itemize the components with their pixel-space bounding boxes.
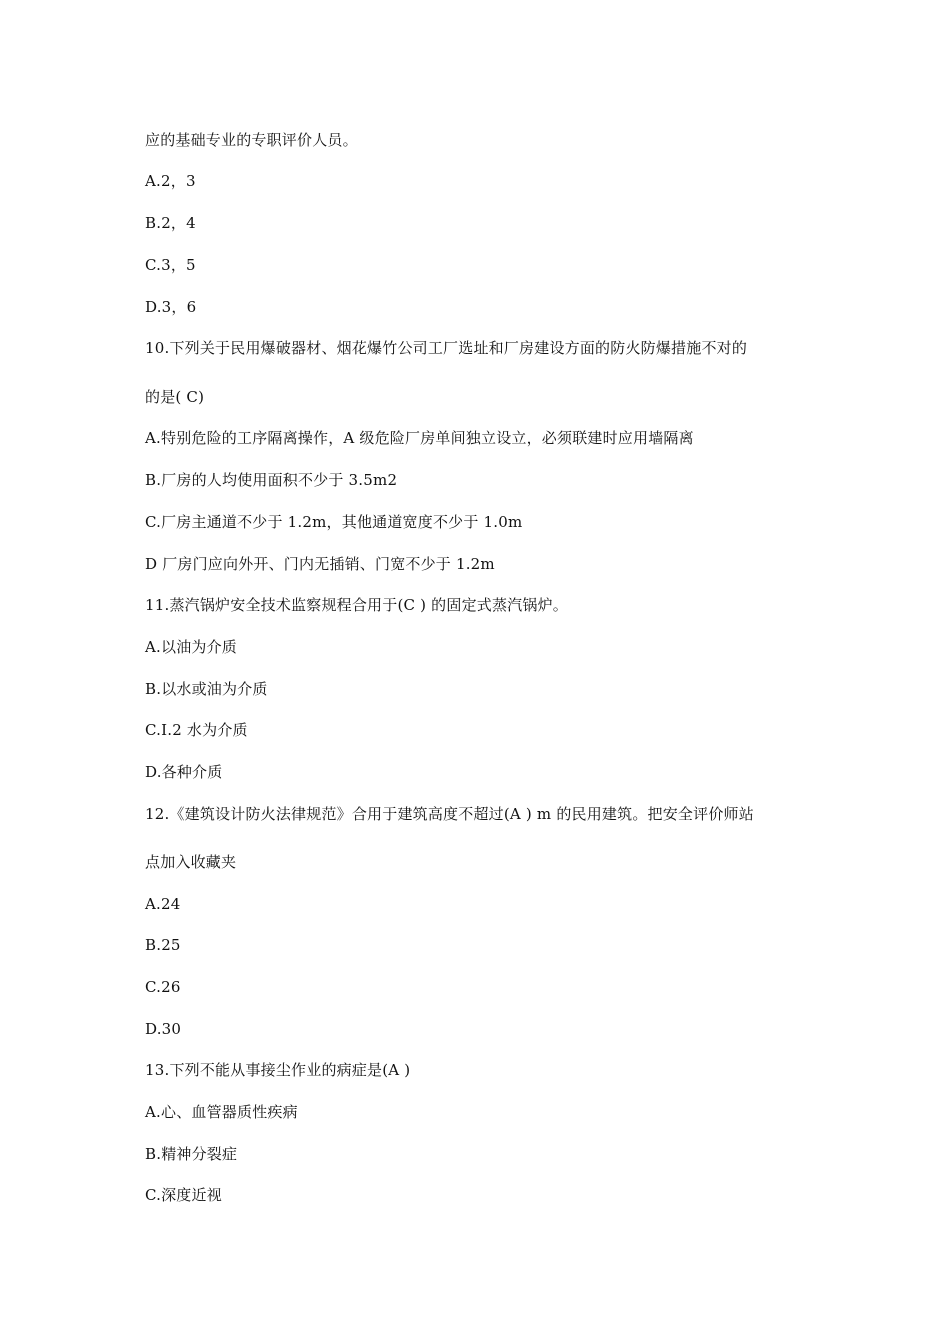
question-12-text-cont: 点加入收藏夹: [145, 853, 237, 871]
q11-option-a: A.以油为介质: [145, 638, 238, 656]
question-10-text: 10.下列关于民用爆破器材、烟花爆竹公司工厂选址和厂房建设方面的防火防爆措施不对的: [145, 339, 748, 357]
q10-option-b: B.厂房的人均使用面积不少于 3.5m2: [145, 471, 398, 489]
q10-option-a: A.特别危险的工序隔离操作，A 级危险厂房单间独立设立，必须联建时应用墙隔离: [145, 429, 694, 447]
q10-option-d: D 厂房门应向外开、门内无插销、门宽不少于 1.2m: [145, 555, 495, 573]
question-9-continuation: 应的基础专业的专职评价人员。: [145, 131, 358, 149]
q9-option-d: D.3，6: [145, 298, 197, 316]
q12-option-b: B.25: [145, 936, 181, 954]
q12-option-c: C.26: [145, 978, 181, 996]
q12-option-a: A.24: [145, 895, 181, 913]
q12-option-d: D.30: [145, 1020, 182, 1038]
question-12-text: 12.《建筑设计防火法律规范》合用于建筑高度不超过(A ) m 的民用建筑。把安全评价师站: [145, 805, 754, 823]
q11-option-b: B.以水或油为介质: [145, 680, 268, 698]
q13-option-a: A.心、血管器质性疾病: [145, 1103, 298, 1121]
q9-option-a: A.2，3: [145, 172, 196, 190]
q13-option-b: B.精神分裂症: [145, 1145, 238, 1163]
question-13-text: 13.下列不能从事接尘作业的病症是(A ): [145, 1061, 411, 1079]
q13-option-c: C.深度近视: [145, 1186, 222, 1204]
question-10-text-cont: 的是( C): [145, 388, 205, 406]
q9-option-c: C.3，5: [145, 256, 196, 274]
q11-option-c: C.I.2 水为介质: [145, 721, 248, 739]
q10-option-c: C.厂房主通道不少于 1.2m，其他通道宽度不少于 1.0m: [145, 513, 523, 531]
question-11-text: 11.蒸汽锅炉安全技术监察规程合用于(C ) 的固定式蒸汽锅炉。: [145, 596, 568, 614]
q9-option-b: B.2，4: [145, 214, 196, 232]
q11-option-d: D.各种介质: [145, 763, 223, 781]
